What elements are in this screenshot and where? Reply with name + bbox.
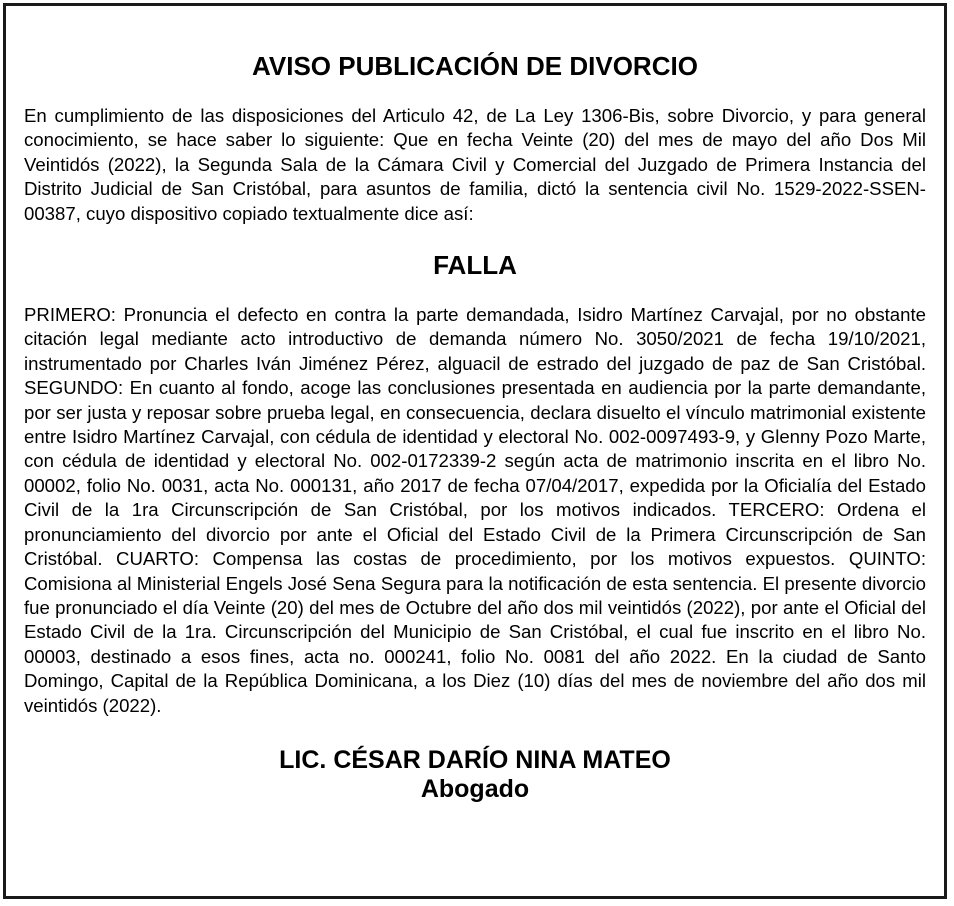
signature-block [24,746,926,804]
ruling-paragraph: PRIMERO: Pronuncia el defecto en contra la parte demandada, Isidro Martínez Carvajal, por no obstante citación legal mediante acto introductivo de demanda número No. 3050/2021 de fecha 19/10/2021, instrumentado por Charles Iván Jiménez Pérez, alguacil de estrado del juzgado de paz de San Cristóbal. SEGUNDO: En cuanto al fondo, acoge las conclusiones presentada en audiencia por la parte demandante, por ser justa y reposar sobre prueba legal, en consecuencia, declara disuelto el vínculo matrimonial existente entre Isidro Martínez Carvajal, con cédula de identidad y electoral No. 002-0097493-9, y Glenny Pozo Marte, con cédula de identidad y electoral No. 002-0172339-2 según acta de matrimonio inscrita en el libro No. 00002, folio No. 0031, acta No. 000131, año 2017 de fecha 07/04/2017, expedida por la Oficialía del Estado Civil de la 1ra Circunscripción de San Cristóbal, por los motivos indicados. TERCERO: Ordena el pronunciamiento del divorcio por ante el Oficial del Estado Civil de la Primera Circunscripción de San Cristóbal. CUARTO: Compensa las costas de procedimiento, por los motivos expuestos. QUINTO: Comisiona al Ministerial Engels José Sena Segura para la notificación de esta sentencia. El presente divorcio fue pronunciado el día Veinte (20) del mes de Octubre del año dos mil veintidós (2022), por ante el Oficial del Estado Civil de la 1ra. Circunscripción del Municipio de San Cristóbal, el cual fue inscrito en el libro No. 00003, destinado a esos fines, acta no. 000241, folio No. 0081 del año 2022. En la ciudad de Santo Domingo, Capital de la República Dominicana, a los Diez (10) días del mes de noviembre del año dos mil veintidós (2022). [24,304,926,716]
notice-title: AVISO PUBLICACIÓN DE DIVORCIO [252,51,698,81]
notice-content [24,50,926,804]
notice-frame [3,3,947,899]
section-heading: FALLA [433,250,517,281]
intro-paragraph: En cumplimiento de las disposiciones del Articulo 42, de La Ley 1306-Bis, sobre Divorcio, y para general conocimiento, se hace saber lo siguiente: Que en fecha Veinte (20) del mes de mayo del año Dos Mil Veintidós (2022), la Segunda Sala de la Cámara Civil y Comercial del Juzgado de Primera Instancia del Distrito Judicial de San Cristóbal, para asuntos de familia, dictó la sentencia civil No. 1529-2022-SSEN-00387, cuyo dispositivo copiado textualmente dice así: [24,105,926,224]
signature-name: LIC. CÉSAR DARÍO NINA MATEO [279,745,671,774]
signature-role: Abogado [420,774,530,803]
